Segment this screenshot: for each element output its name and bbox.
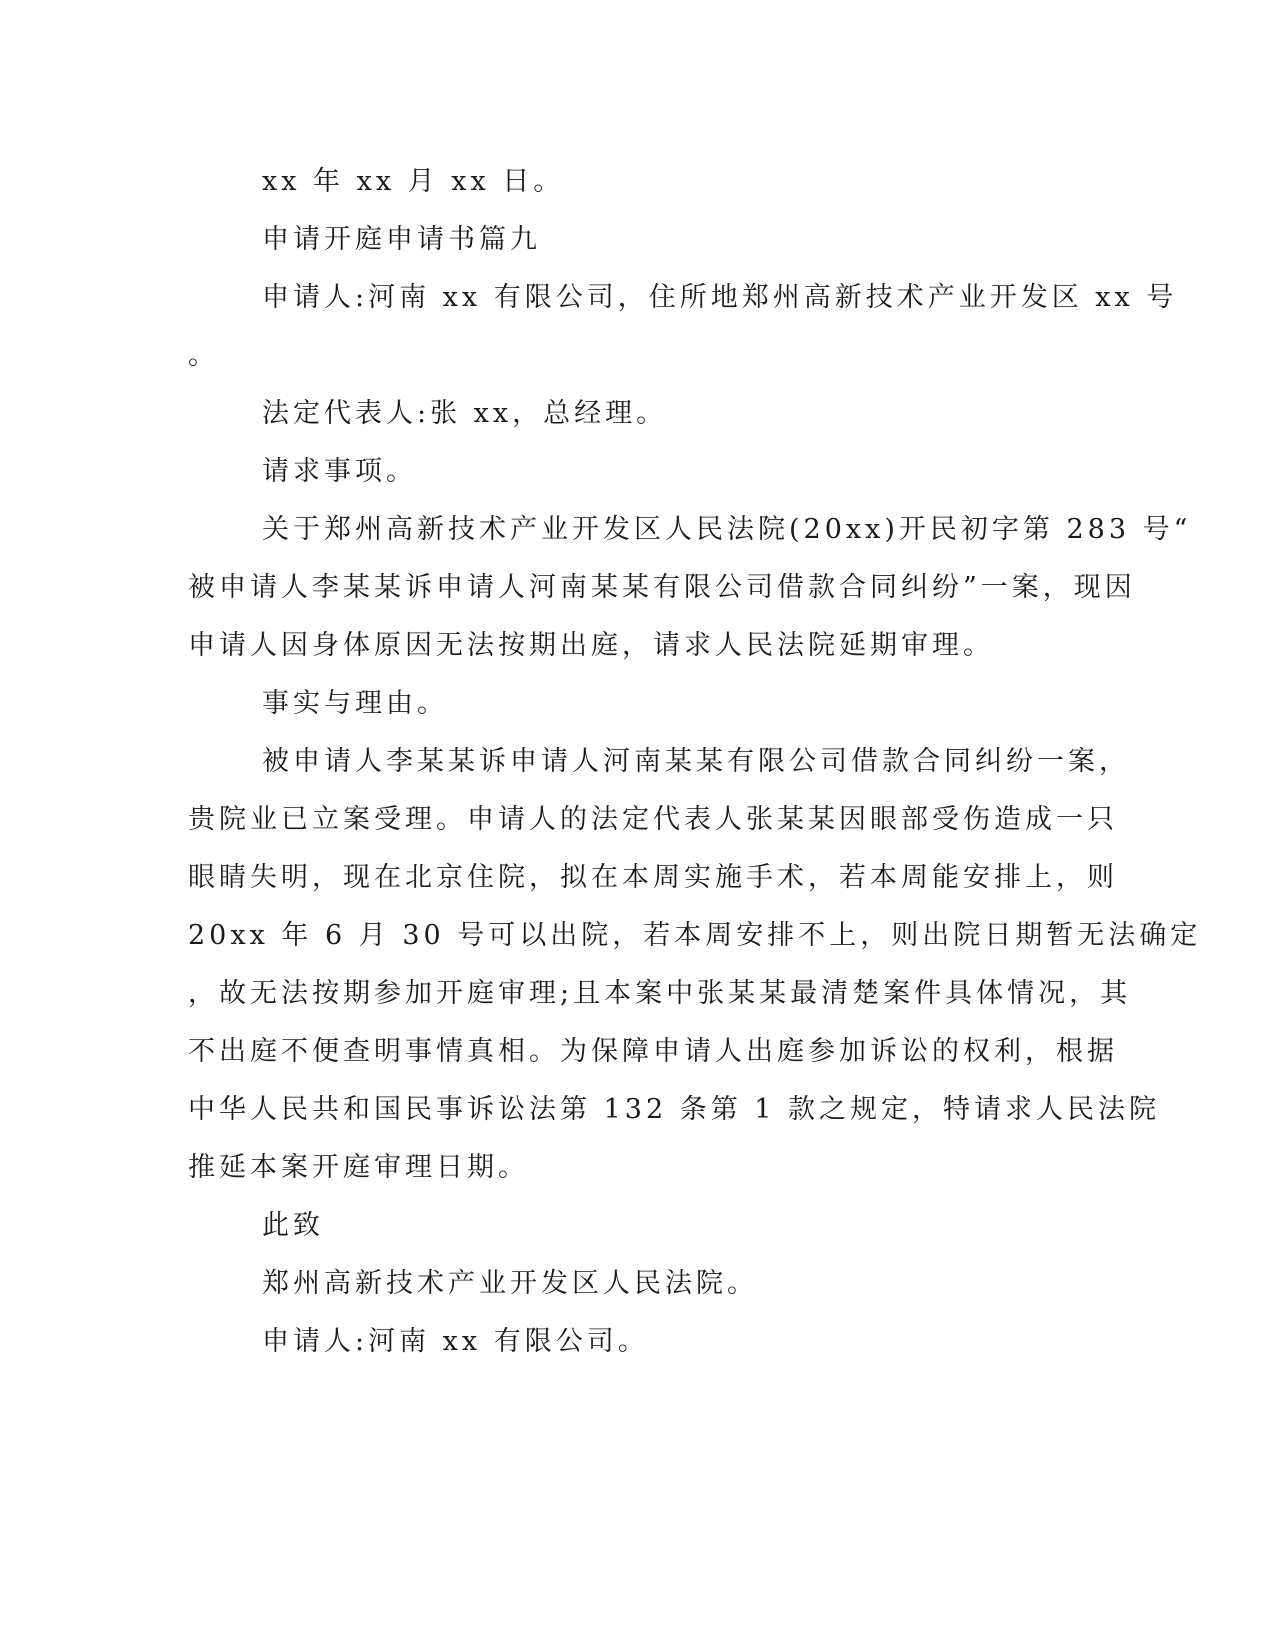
facts-paragraph-line: 被申请人李某某诉申请人河南某某有限公司借款合同纠纷一案， xyxy=(262,746,1130,777)
applicant-line: 申请人:河南 xx 有限公司，住所地郑州高新技术产业开发区 xx 号 xyxy=(262,282,1178,313)
signature-applicant: 申请人:河南 xx 有限公司。 xyxy=(262,1326,649,1357)
facts-paragraph-line: 眼睛失明，现在北京住院，拟在本周实施手术，若本周能安排上，则 xyxy=(188,862,1118,893)
date-line: xx 年 xx 月 xx 日。 xyxy=(262,166,565,197)
request-paragraph-line: 被申请人李某某诉申请人河南某某有限公司借款合同纠纷”一案，现因 xyxy=(188,572,1136,603)
recipient-court: 郑州高新技术产业开发区人民法院。 xyxy=(262,1268,758,1299)
applicant-line-cont: 。 xyxy=(188,340,219,371)
facts-paragraph-line: 中华人民共和国民事诉讼法第 132 条第 1 款之规定，特请求人民法院 xyxy=(188,1094,1161,1125)
facts-heading: 事实与理由。 xyxy=(262,688,448,719)
legal-rep-line: 法定代表人:张 xx，总经理。 xyxy=(262,398,668,429)
facts-paragraph-line: 不出庭不便查明事情真相。为保障申请人出庭参加诉讼的权利，根据 xyxy=(188,1036,1118,1067)
request-heading: 请求事项。 xyxy=(262,456,417,487)
facts-paragraph-line: 推延本案开庭审理日期。 xyxy=(188,1152,529,1183)
facts-paragraph-line: ，故无法按期参加开庭审理;且本案中张某某最清楚案件具体情况，其 xyxy=(188,978,1132,1009)
facts-paragraph-line: 贵院业已立案受理。申请人的法定代表人张某某因眼部受伤造成一只 xyxy=(188,804,1118,835)
salutation: 此致 xyxy=(262,1210,324,1241)
facts-paragraph-line: 20xx 年 6 月 30 号可以出院，若本周安排不上，则出院日期暂无法确定 xyxy=(188,920,1202,951)
request-paragraph-line: 申请人因身体原因无法按期出庭，请求人民法院延期审理。 xyxy=(188,630,994,661)
request-paragraph-line: 关于郑州高新技术产业开发区人民法院(20xx)开民初字第 283 号“ xyxy=(262,514,1192,545)
section-title: 申请开庭申请书篇九 xyxy=(262,224,541,255)
